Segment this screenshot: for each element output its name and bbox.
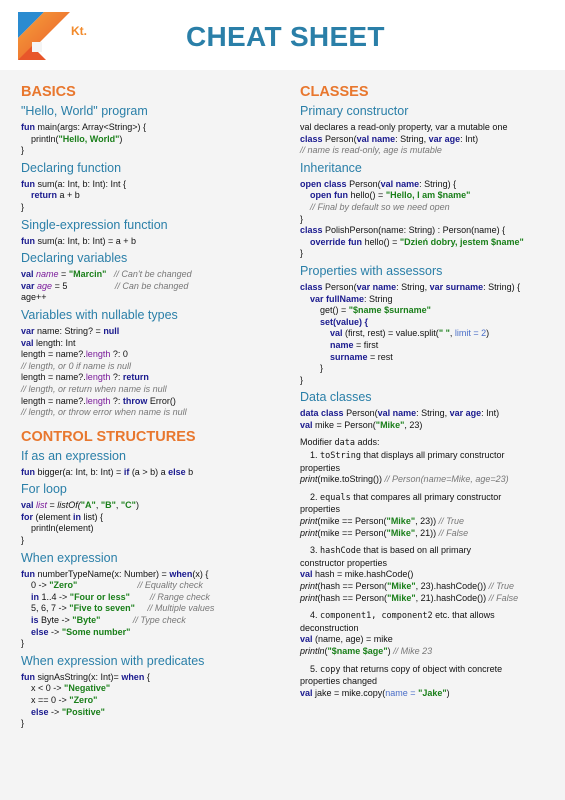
- section-classes-heading: CLASSES: [300, 84, 369, 100]
- right-column: [300, 84, 560, 699]
- declaring-variables-code: val name = "Marcin" // Can't be changed var age = 5 // Can be changed age++: [21, 269, 192, 303]
- hello-world-code: fun main(args: Array<String>) { println("Hello, World") }: [21, 122, 147, 156]
- properties-assessors-title: Properties with assessors: [300, 263, 443, 278]
- for-loop-code: val list = listOf("A", "B", "C") for (element in list) { println(element) }: [21, 500, 139, 546]
- properties-assessors-code: class Person(var name: String, var surname: String) { var fullName: String get() = "$name $surname" set(value) { val (first, rest) = value.split(" ", limit = 2) name = first surname = rest } }: [300, 281, 521, 385]
- nullable-types-title: Variables with nullable types: [21, 307, 178, 322]
- page-title: CHEAT SHEET: [186, 21, 385, 52]
- when-predicates-title: When expression with predicates: [21, 653, 205, 668]
- inheritance-title: Inheritance: [300, 160, 362, 175]
- single-expression-code: fun sum(a: Int, b: Int) = a + b: [21, 235, 137, 246]
- header: [0, 0, 565, 70]
- data-classes-code: data class Person(val name: String, var age: Int) val mike = Person("Mike", 23) Modifier data adds: 1. toString that displays all primary constructor properties print(mike.toString()) // Person(name=Mike, age=23) 2. equals that compares all primary constructor properties print(mike == Person("Mike", 23)) // True print(mike == Person("Mike", 21)) // False 3. hashCode that is based on all primary constructor properties val hash = mike.hashCode() print(hash == Person("Mike", 23).hashCode()) // True print(hash == Person("Mike", 21).hashCode()) // False 4. component1, component2 etc. that allows deconstruction val (name, age) = mike println("$name $age") // Mike 23 5. copy that returns copy of object with concrete properties changed val jake = mike.copy(name = "Jake"): [300, 408, 519, 698]
- primary-constructor-code: val declares a read-only property, var a mutable one class Person(val name: String, var age: Int) // name is read-only, age is mutable: [300, 122, 508, 156]
- when-expression-code: fun numberTypeName(x: Number) = when(x) { 0 -> "Zero" // Equality check in 1..4 -> "Four or less" // Range check 5, 6, 7 -> "Five to seven" // Multiple values is Byte -> "Byte" // Type check else -> "Some number" }: [21, 568, 215, 649]
- declaring-variables-title: Declaring variables: [21, 251, 128, 266]
- logo-text: Kt.: [71, 24, 87, 38]
- section-basics-heading: BASICS: [21, 84, 76, 100]
- single-expression-title: Single-expression function: [21, 217, 168, 232]
- kotlin-logo-icon: [18, 12, 70, 60]
- for-loop-title: For loop: [21, 482, 67, 497]
- when-predicates-code: fun signAsString(x: Int)= when { x < 0 -> "Negative" x == 0 -> "Zero" else -> "Positive" }: [21, 671, 150, 729]
- if-expression-title: If as an expression: [21, 448, 126, 463]
- section-control-heading: CONTROL STRUCTURES: [21, 428, 196, 445]
- data-classes-title: Data classes: [300, 390, 372, 405]
- inheritance-code: open class Person(val name: String) { open fun hello() = "Hello, I am $name" // Final by default so we need open } class PolishPerson(name: String) : Person(name) { override fun hello() = "Dzień dobry, jestem $name" }: [300, 178, 524, 259]
- declaring-function-code: fun sum(a: Int, b: Int): Int { return a + b }: [21, 178, 127, 212]
- cheat-sheet-body: [0, 70, 565, 800]
- declaring-function-title: Declaring function: [21, 160, 122, 175]
- left-column: [21, 84, 286, 730]
- when-expression-title: When expression: [21, 550, 118, 565]
- if-expression-code: fun bigger(a: Int, b: Int) = if (a > b) a else b: [21, 466, 194, 477]
- primary-constructor-title: Primary constructor: [300, 104, 409, 118]
- nullable-types-code: var name: String? = null val length: Int length = name?.length ?: 0 // length, or 0 if name is null length = name?.length ?: return // length, or return when name is null length = name?.length ?: throw Error() // length, or throw error when name is null: [21, 325, 187, 418]
- hello-world-title: "Hello, World" program: [21, 104, 148, 118]
